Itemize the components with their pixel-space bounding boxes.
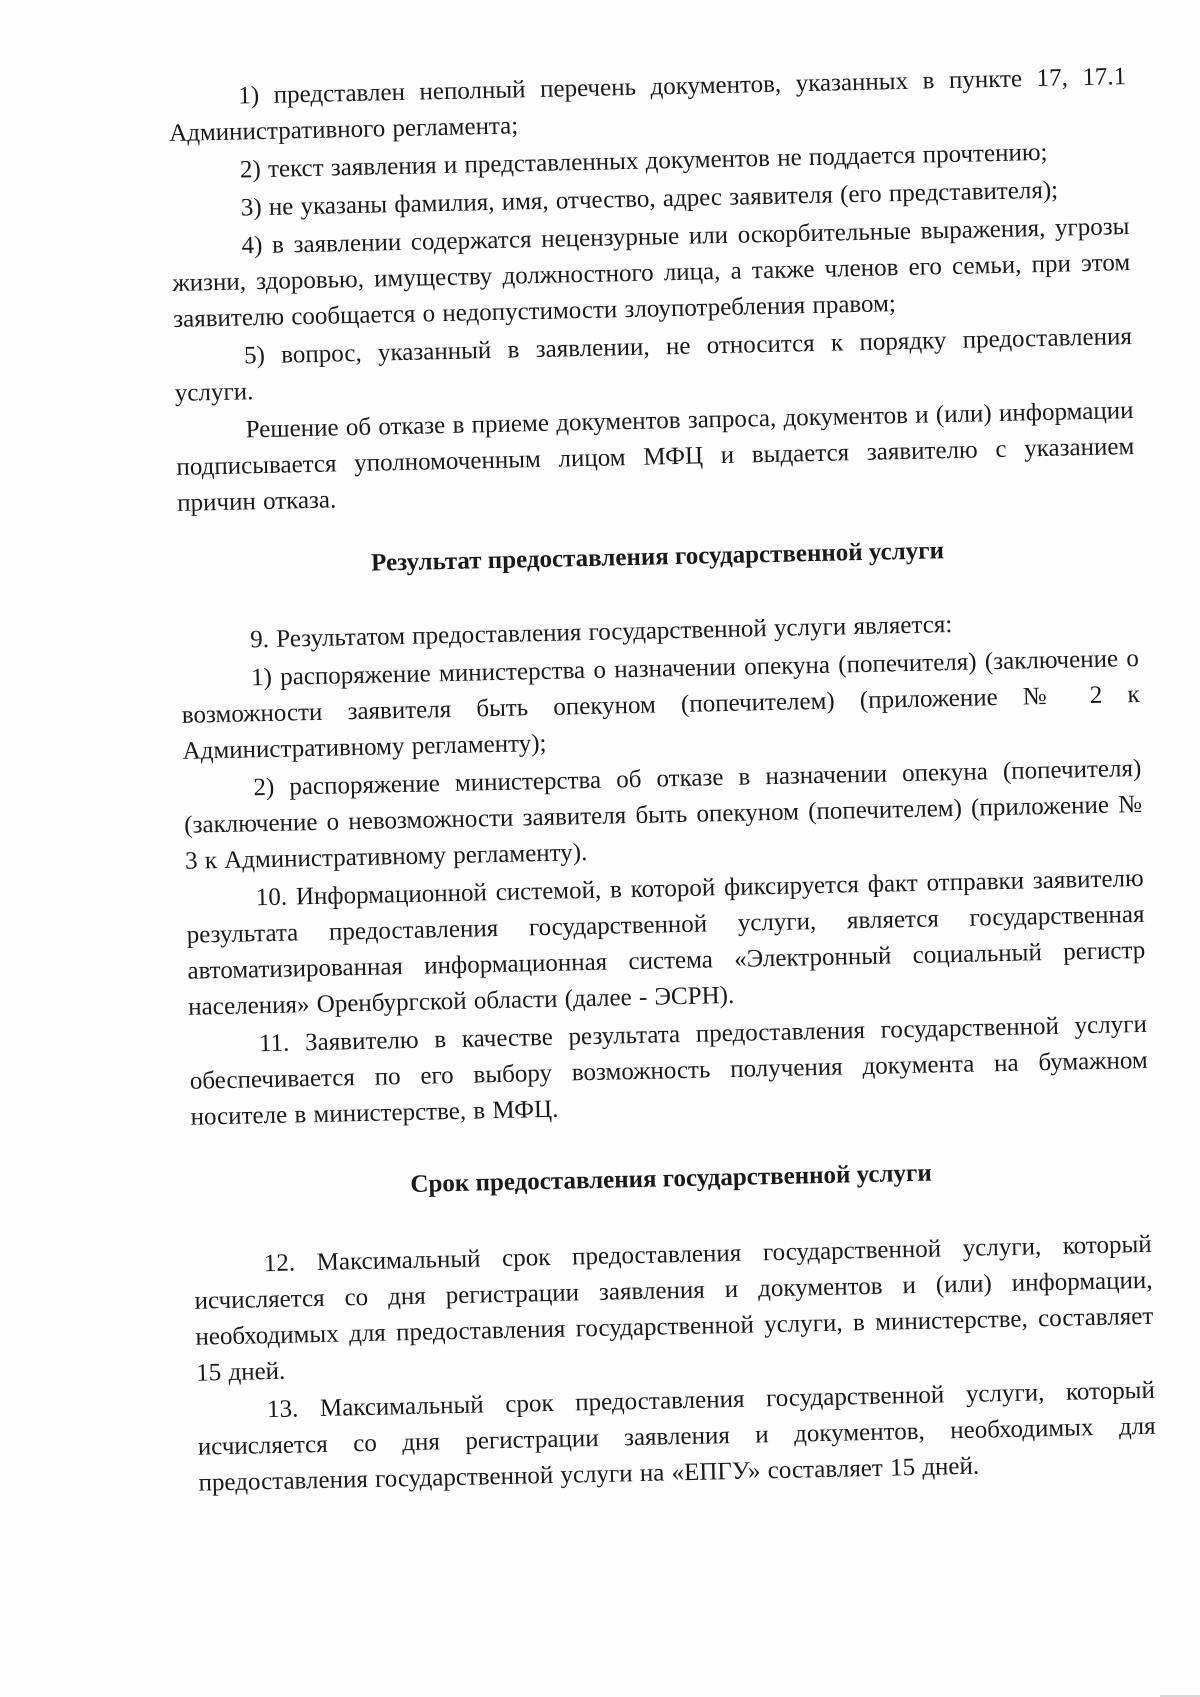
refusal-closing-paragraph: Решение об отказе в приеме документов запроса, документов и (или) информации подписывается уполномоченным лицом МФЦ и выдается заявителю с указанием причин отказа. [176,397,1135,517]
refusal-item-2: 2) текст заявления и представленных документов не поддается прочтению; [239,138,1048,184]
paragraph-10: 10. Информационной системой, в которой фиксируется факт отправки заявителю результата предоставления государственной услуги, является государственная автоматизированная информационная система «Электронный социальный регистр населения» Оренбургской области (далее - ЭСРН). [186,864,1146,1021]
paragraph-9: 9. Результатом предоставления государственной услуги является: [249,611,953,654]
section-heading-result: Результат предоставления государственной услуги [370,537,945,577]
refusal-item-4: 4) в заявлении содержатся нецензурные или оскорбительные выражения, угрозы жизни, здоровью, имуществу должностного лица, а также членов его семьи, при этом заявителю сообщается о недопустимости злоупотребления правом; [172,213,1131,333]
paragraph-11: 11. Заявителю в качестве результата предоставления государственной услуги обеспечивается по его выбору возможность получения документа на бумажном носителе в министерстве, в МФЦ. [189,1010,1148,1131]
paragraph-13: 13. Максимальный срок предоставления государственной услуги, который исчисляется со дня регистрации заявления и документов, необходимых для предоставления государственной услуги на «ЕПГУ» составляет 15 дней. [197,1376,1156,1497]
paragraph-9-item-1: 1) распоряжение министерства о назначении опекуна (попечителя) (заключение о возможности заявителя быть опекуном (попечителем) (приложение № 2 к Административному регламенту); [181,644,1140,765]
paragraph-9-item-2: 2) распоряжение министерства об отказе в назначении опекуна (попечителя) (заключение о невозможности заявителя быть опекуном (попечителем) (приложение № 3 к Административному регламенту). [183,754,1143,875]
refusal-item-1: 1) представлен неполный перечень документов, указанных в пункте 17, 17.1 Административного регламента; [168,63,1127,147]
paragraph-12: 12. Максимальный срок предоставления государственной услуги, который исчисляется со дня регистрации заявления и документов и (или) информации, необходимых для предоставления государственной услуги, в министерстве, составляет 15 дней. [194,1230,1154,1387]
section-heading-term: Срок предоставления государственной услуги [410,1159,933,1198]
refusal-item-5: 5) вопрос, указанный в заявлении, не относится к порядку предоставления услуги. [174,323,1133,407]
refusal-item-3: 3) не указаны фамилия, имя, отчество, адрес заявителя (его представителя); [240,176,1059,222]
document-body [168,59,1157,1504]
